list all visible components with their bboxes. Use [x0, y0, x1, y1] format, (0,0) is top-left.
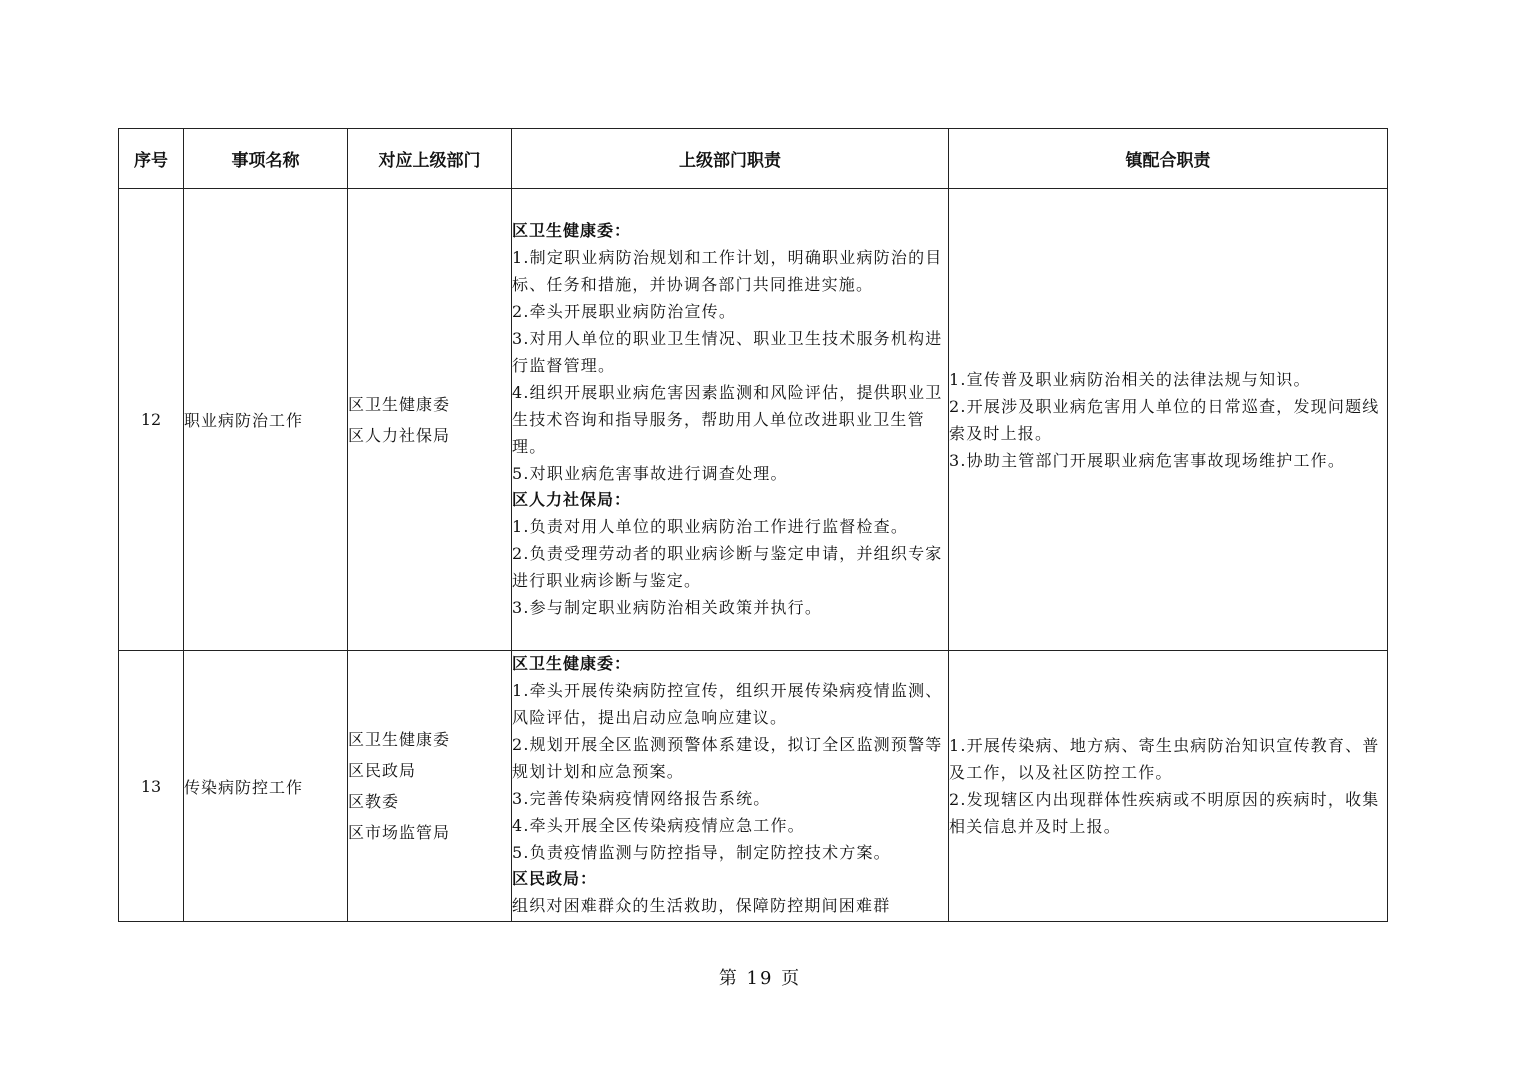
- dept-list: [348, 189, 512, 651]
- duty-item: 2.牵头开展职业病防治宣传。: [512, 302, 737, 321]
- duty-item: 1.牵头开展传染病防控宣传，组织开展传染病疫情监测、风险评估，提出启动应急响应建议。: [512, 681, 943, 727]
- duty-item: 组织对困难群众的生活救助，保障防控期间困难群: [512, 896, 891, 915]
- duty-table: [118, 128, 1388, 922]
- item-name: 传染病防控工作: [184, 651, 348, 922]
- duty-item: 3.参与制定职业病防治相关政策并执行。: [512, 598, 823, 617]
- dept-heading: 区卫生健康委：: [512, 221, 632, 240]
- town-duty-item: 3.协助主管部门开展职业病危害事故现场维护工作。: [949, 450, 1346, 470]
- duty-item: 1.制定职业病防治规划和工作计划，明确职业病防治的目标、任务和措施，并协调各部门共同推进实施。: [512, 248, 943, 294]
- row-number: 12: [119, 189, 184, 651]
- town-duty-item: 1.宣传普及职业病防治相关的法律法规与知识。: [949, 369, 1311, 389]
- duty-item: 2.负责受理劳动者的职业病诊断与鉴定申请，并组织专家进行职业病诊断与鉴定。: [512, 544, 943, 590]
- duty-item: 4.组织开展职业病危害因素监测和风险评估，提供职业卫生技术咨询和指导服务，帮助用人单位改进职业卫生管理。: [512, 383, 943, 456]
- item-name: 职业病防治工作: [184, 189, 348, 651]
- table-row: [119, 189, 1388, 651]
- duty-item: 3.完善传染病疫情网络报告系统。: [512, 789, 771, 808]
- dept-heading: 区卫生健康委：: [512, 654, 632, 673]
- town-duty-cell: [949, 651, 1388, 922]
- dept-item: 区民政局: [348, 761, 417, 780]
- town-duty-item: 2.发现辖区内出现群体性疾病或不明原因的疾病时，收集相关信息并及时上报。: [949, 790, 1380, 836]
- header-row: [119, 129, 1388, 189]
- duty-item: 4.牵头开展全区传染病疫情应急工作。: [512, 816, 805, 835]
- dept-item: 区卫生健康委: [348, 394, 451, 414]
- header-town-duty: 镇配合职责: [949, 129, 1388, 189]
- dept-heading: 区民政局：: [512, 869, 598, 888]
- town-duty-item: 1.开展传染病、地方病、寄生虫病防治知识宣传教育、普及工作，以及社区防控工作。: [949, 736, 1380, 782]
- dept-heading: 区人力社保局：: [512, 490, 632, 509]
- dept-item: 区卫生健康委: [348, 730, 451, 749]
- upper-duty-cell: [512, 651, 949, 922]
- duty-item: 3.对用人单位的职业卫生情况、职业卫生技术服务机构进行监督管理。: [512, 329, 943, 375]
- header-upper-duty: 上级部门职责: [512, 129, 949, 189]
- dept-list: [348, 651, 512, 922]
- dept-item: 区市场监管局: [348, 823, 451, 842]
- header-name: 事项名称: [184, 129, 348, 189]
- dept-item: 区教委: [348, 792, 400, 811]
- header-num: 序号: [119, 129, 184, 189]
- town-duty-cell: [949, 189, 1388, 651]
- page-number: 第 19 页: [718, 968, 802, 989]
- duty-item: 5.负责疫情监测与防控指导，制定防控技术方案。: [512, 843, 891, 862]
- table-row: [119, 651, 1388, 922]
- upper-duty-cell: [512, 189, 949, 651]
- town-duty-item: 2.开展涉及职业病危害用人单位的日常巡查，发现问题线索及时上报。: [949, 396, 1380, 443]
- row-number: 13: [119, 651, 184, 922]
- duty-item: 2.规划开展全区监测预警体系建设，拟订全区监测预警等规划计划和应急预案。: [512, 735, 943, 781]
- duty-item: 1.负责对用人单位的职业病防治工作进行监督检查。: [512, 517, 909, 536]
- duty-item: 5.对职业病危害事故进行调查处理。: [512, 464, 788, 483]
- dept-item: 区人力社保局: [348, 425, 451, 445]
- header-dept: 对应上级部门: [348, 129, 512, 189]
